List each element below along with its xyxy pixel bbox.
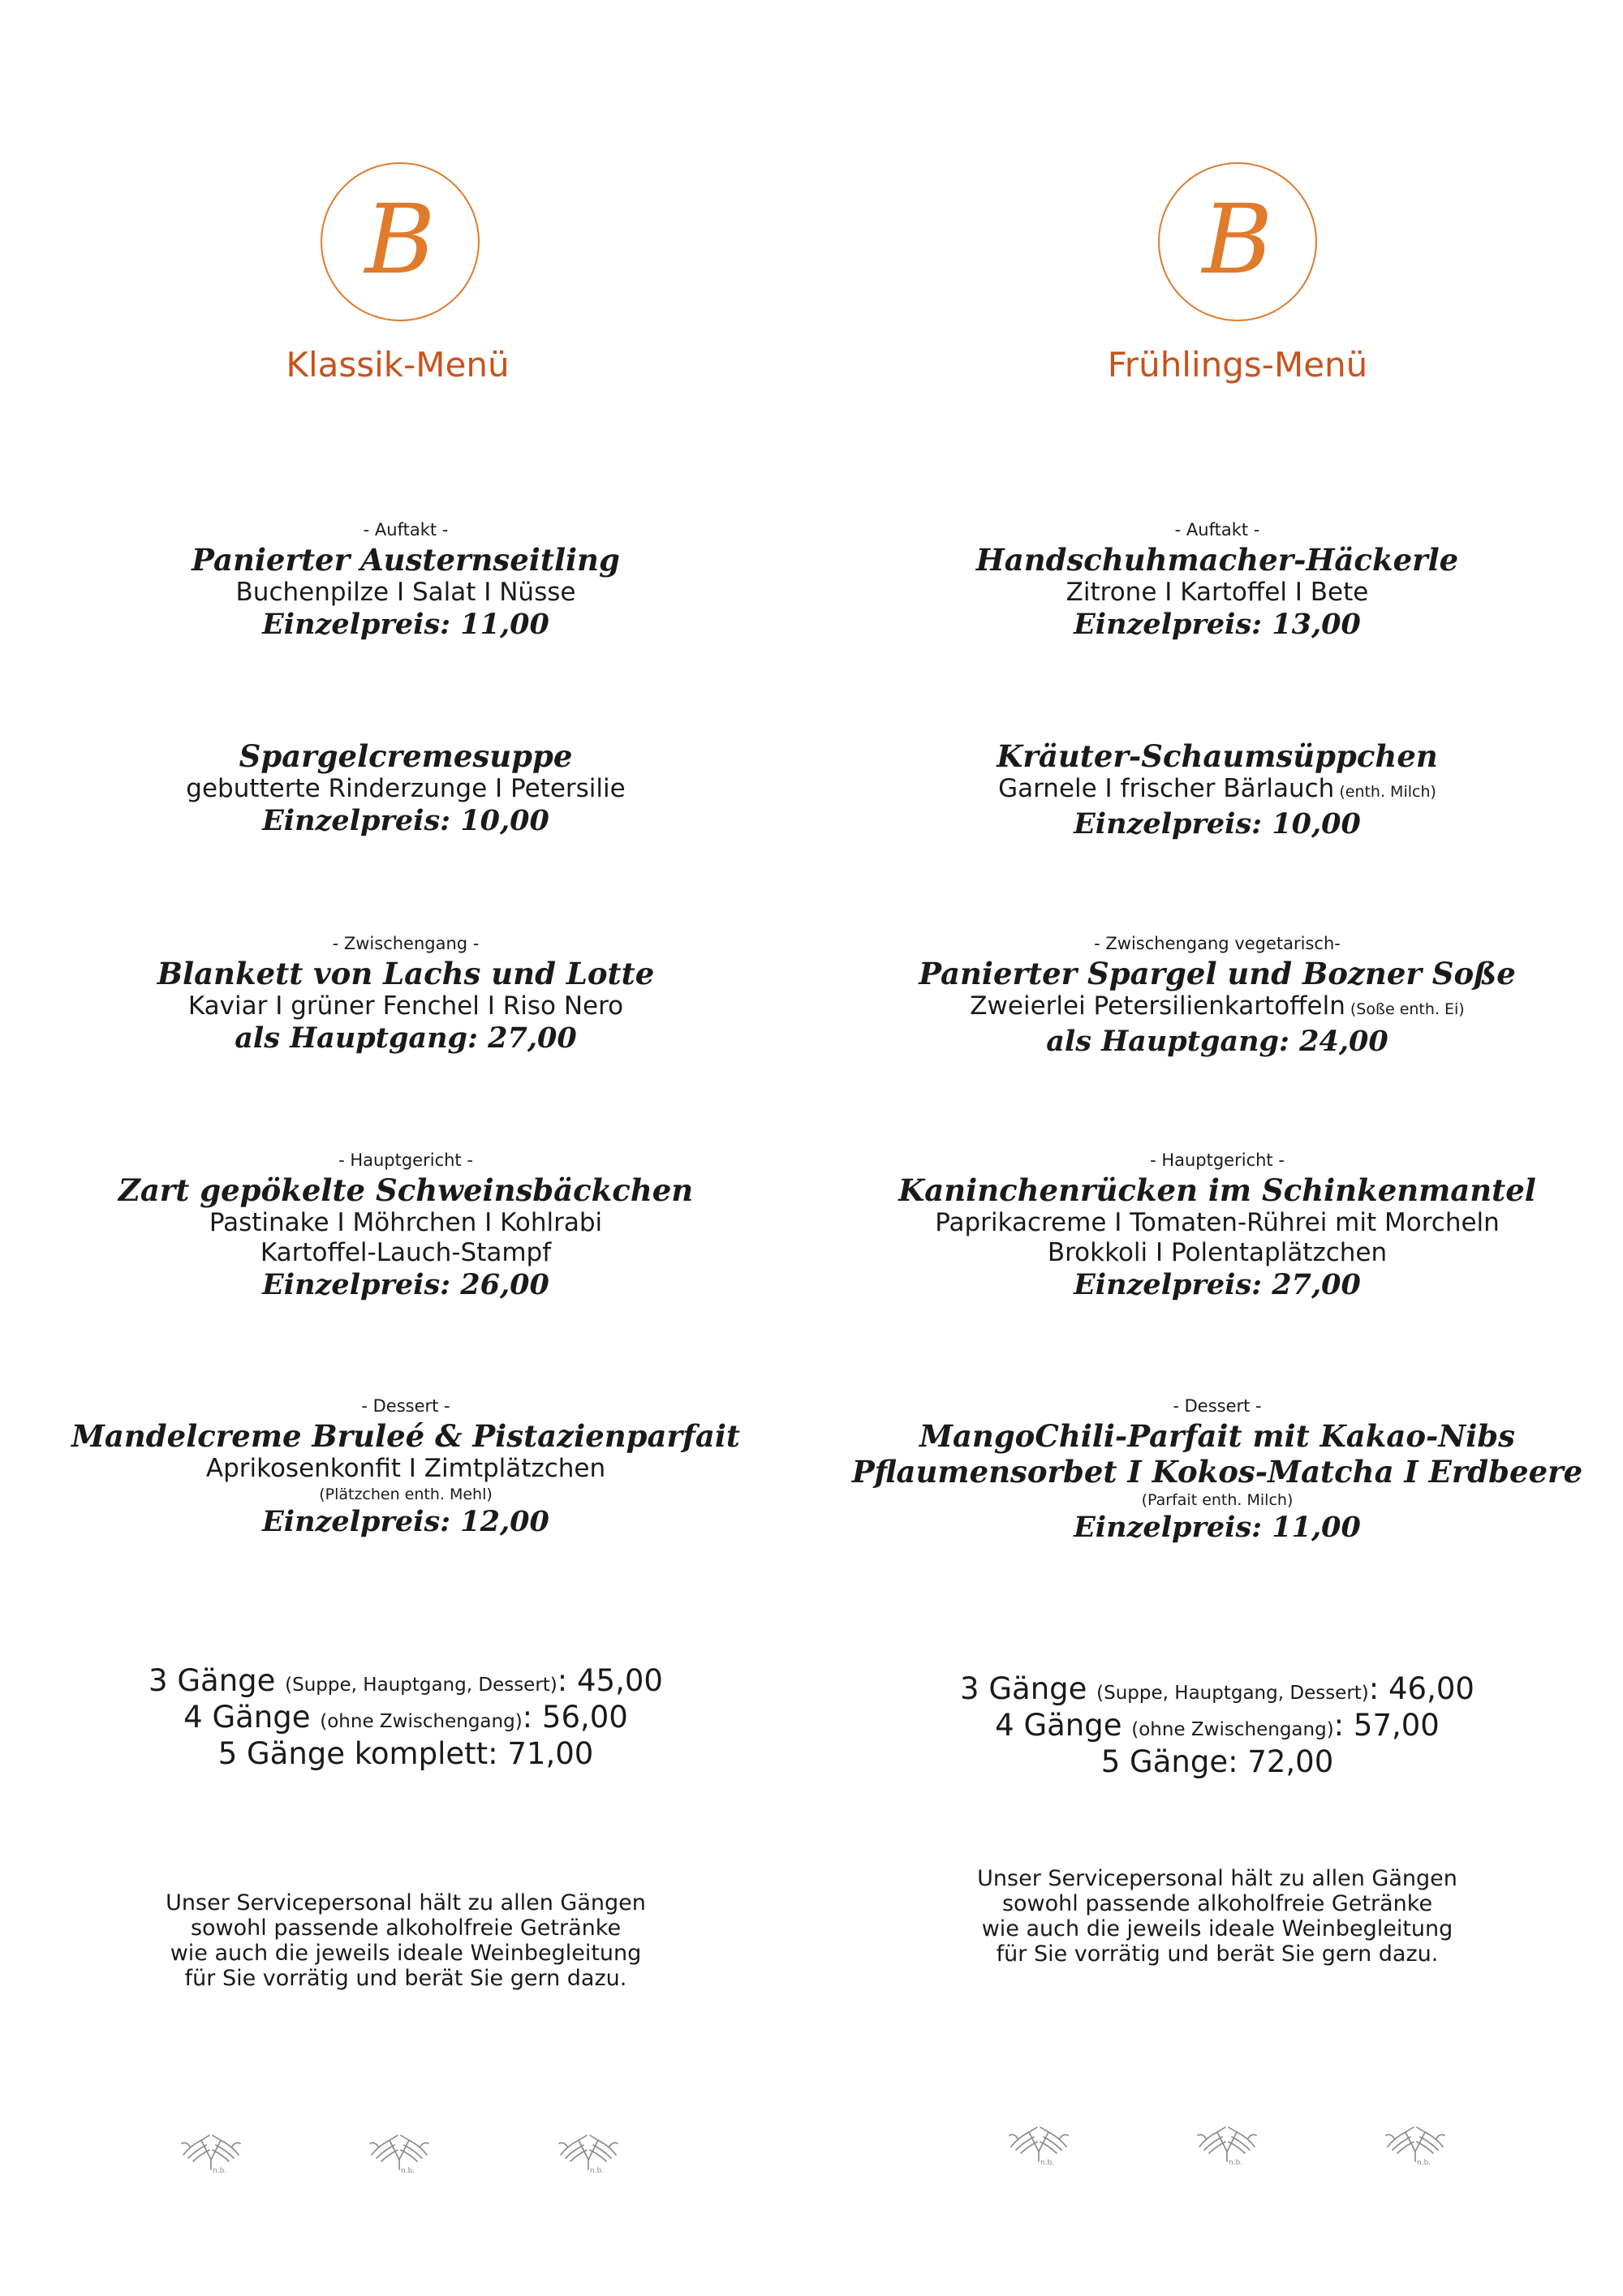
dish-description: Aprikosenkonfit I Zimtplätzchen <box>205 1454 606 1483</box>
svg-text:n.b.: n.b. <box>1229 2159 1243 2167</box>
course-soup <box>812 738 1623 841</box>
course-zwischengang <box>812 931 1623 1059</box>
course-category: - Zwischengang vegetarisch- <box>1094 934 1341 953</box>
course-category: - Auftakt - <box>363 520 449 540</box>
dish-price: Einzelpreis: 11,00 <box>1074 1511 1361 1544</box>
dish-price: als Hauptgang: 24,00 <box>1046 1025 1388 1058</box>
dish-name: Panierter Spargel und Bozner Soße <box>919 956 1516 991</box>
dish-description: Buchenpilze I Salat I Nüsse <box>235 578 576 607</box>
course-category: - Hauptgericht - <box>338 1150 473 1170</box>
dish-price: Einzelpreis: 13,00 <box>1074 608 1361 641</box>
course-auftakt <box>0 518 812 642</box>
dish-name: Kaninchenrücken im Schinkenmantel <box>898 1172 1536 1208</box>
dish-name: Spargelcremesuppe <box>239 738 573 774</box>
total-3-courses: 3 Gänge (Suppe, Hauptgang, Dessert): 45,00 <box>149 1663 663 1698</box>
total-5-courses: 5 Gänge komplett: 71,00 <box>217 1736 594 1771</box>
dish-description: Zitrone I Kartoffel I Bete <box>1065 578 1369 607</box>
course-zwischengang <box>0 931 812 1056</box>
praying-hands-nb-icon <box>1193 2111 1261 2168</box>
dish-description: gebutterte Rinderzunge I Petersilie <box>186 774 626 803</box>
dish-description: Paprikacreme I Tomaten-Rührei mit Morcheln <box>935 1208 1500 1237</box>
course-dessert <box>0 1394 812 1539</box>
course-category: - Zwischengang - <box>332 934 480 953</box>
dish-price: als Hauptgang: 27,00 <box>235 1021 577 1055</box>
course-category: - Dessert - <box>361 1396 450 1416</box>
dish-name: Mandelcreme Bruleé & Pistazienparfait <box>71 1418 741 1454</box>
dish-name: Kräuter-Schaumsüppchen <box>997 738 1438 774</box>
dish-name: Handschuhmacher-Häckerle <box>975 542 1459 578</box>
praying-hands-nb-icon <box>1005 2111 1073 2168</box>
praying-hands-nb-icon <box>1381 2111 1449 2168</box>
menu-title: Klassik-Menü <box>286 345 510 385</box>
logo-circle <box>1158 162 1317 321</box>
dish-name: Panierter Austernseitling <box>192 542 620 578</box>
service-note: Unser Servicepersonal hält zu allen Gängen sowohl passende alkoholfreie Getränke wie auch die jeweils ideale Weinbegleitung für Sie vorrätig und berät Sie gern dazu. <box>166 1890 646 1991</box>
logo-letter: B <box>1202 183 1273 295</box>
dish-description: Pastinake I Möhrchen I Kohlrabi <box>209 1208 603 1237</box>
dish-price: Einzelpreis: 10,00 <box>262 804 549 837</box>
menu-title: Frühlings-Menü <box>1107 345 1368 385</box>
menu-totals <box>0 1665 812 1770</box>
praying-hands-nb-icon <box>554 2119 622 2176</box>
menu-totals <box>812 1673 1623 1778</box>
course-category: - Auftakt - <box>1174 520 1260 540</box>
total-4-courses: 4 Gänge (ohne Zwischengang): 56,00 <box>183 1700 628 1735</box>
course-category: - Hauptgericht - <box>1150 1150 1285 1170</box>
dish-price: Einzelpreis: 11,00 <box>262 608 549 641</box>
svg-text:n.b.: n.b. <box>213 2167 227 2175</box>
allergen-note: (Plätzchen enth. Mehl) <box>319 1486 493 1503</box>
course-auftakt <box>812 518 1623 642</box>
praying-hands-nb-icon <box>177 2119 245 2176</box>
logo-circle <box>321 162 480 321</box>
dish-description: Garnele I frischer Bärlauch (enth. Milch) <box>998 774 1436 803</box>
dish-price: Einzelpreis: 12,00 <box>262 1505 549 1538</box>
dish-name: Zart gepökelte Schweinsbäckchen <box>118 1172 694 1208</box>
dish-name: Blankett von Lachs und Lotte <box>157 956 655 991</box>
logo-letter: B <box>364 183 436 295</box>
dish-description-2: Brokkoli I Polentaplätzchen <box>1047 1238 1388 1267</box>
svg-text:n.b.: n.b. <box>590 2167 605 2175</box>
dish-price: Einzelpreis: 26,00 <box>262 1268 549 1301</box>
svg-text:n.b.: n.b. <box>1417 2159 1431 2167</box>
dish-name: MangoChili-Parfait mit Kakao-Nibs <box>919 1418 1515 1454</box>
dish-description: Zweierlei Petersilienkartoffeln (Soße enth. Ei) <box>970 991 1465 1021</box>
svg-text:n.b.: n.b. <box>401 2167 415 2175</box>
dish-price: Einzelpreis: 10,00 <box>1074 807 1361 841</box>
course-category: - Dessert - <box>1173 1396 1262 1416</box>
fruehlings-menu-column <box>812 0 1623 2296</box>
course-hauptgericht <box>0 1148 812 1302</box>
dish-description: Kaviar I grüner Fenchel I Riso Nero <box>187 991 624 1021</box>
svg-text:n.b.: n.b. <box>1040 2159 1055 2167</box>
dish-price: Einzelpreis: 27,00 <box>1074 1268 1361 1301</box>
total-5-courses: 5 Gänge: 72,00 <box>1100 1744 1334 1779</box>
praying-hands-nb-icon <box>365 2119 433 2176</box>
total-4-courses: 4 Gänge (ohne Zwischengang): 57,00 <box>995 1708 1440 1743</box>
dish-description-2: Kartoffel-Lauch-Stampf <box>260 1238 552 1267</box>
course-soup <box>0 738 812 838</box>
service-note: Unser Servicepersonal hält zu allen Gängen sowohl passende alkoholfreie Getränke wie auch die jeweils ideale Weinbegleitung für Sie vorrätig und berät Sie gern dazu. <box>977 1866 1457 1967</box>
dish-name-2: Pflaumensorbet I Kokos-Matcha I Erdbeere <box>851 1454 1583 1490</box>
course-hauptgericht <box>812 1148 1623 1302</box>
course-dessert <box>812 1394 1623 1545</box>
allergen-note: (Parfait enth. Milch) <box>1141 1491 1294 1509</box>
total-3-courses: 3 Gänge (Suppe, Hauptgang, Dessert): 46,00 <box>960 1671 1474 1706</box>
